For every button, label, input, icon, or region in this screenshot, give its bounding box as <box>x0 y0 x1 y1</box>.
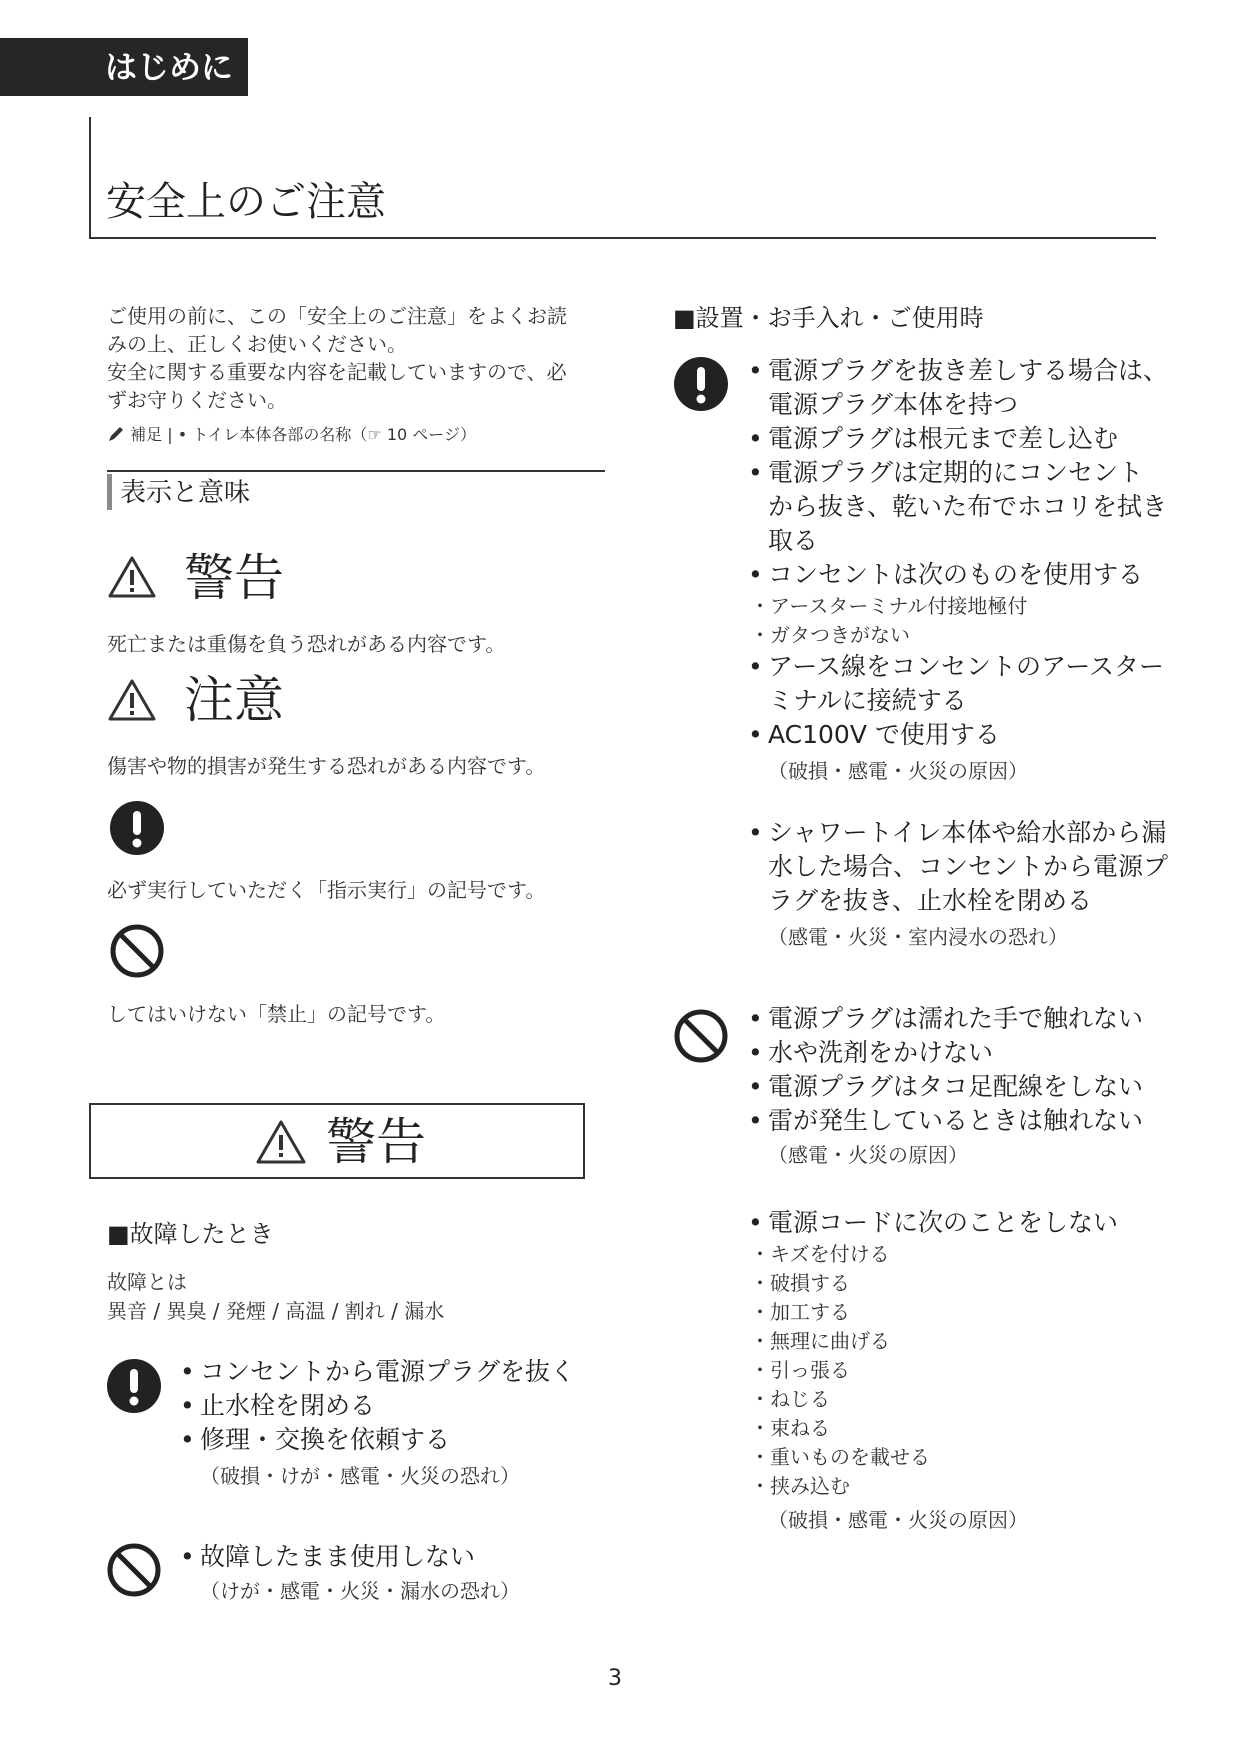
warning-label: 警告 <box>184 549 284 607</box>
list-item: • 止水栓を閉める <box>180 1389 575 1423</box>
title-horizontal-rule <box>89 237 1156 239</box>
prohibited-icon <box>109 923 165 979</box>
prohibited-icon <box>673 1008 729 1064</box>
list-item: • 電源プラグは定期的にコンセント から抜き、乾いた布でホコリを拭き 取る <box>748 456 1168 558</box>
malfunction-mandatory-list <box>180 1355 575 1491</box>
reason-text: （破損・感電・火災の原因） <box>768 759 1028 783</box>
page-number: 3 <box>608 1666 622 1691</box>
sub-item: ・ 束ねる <box>748 1414 1143 1443</box>
prohibited-description: してはいけない「禁止」の記号です。 <box>107 1002 446 1026</box>
sub-item: ・ 加工する <box>748 1298 1143 1327</box>
legend-section-title: 表示と意味 <box>120 478 251 508</box>
list-item: • 電源プラグはタコ足配線をしない <box>748 1070 1143 1104</box>
malfunction-definition-items: 異音 / 異臭 / 発煙 / 高温 / 割れ / 漏水 <box>107 1299 445 1323</box>
list-item: • 水や洗剤をかけない <box>748 1036 1143 1070</box>
sub-item: ・ 破損する <box>748 1269 1143 1298</box>
reason-text: （感電・火災・室内浸水の恐れ） <box>768 925 1068 949</box>
installation-mandatory-list <box>748 354 1168 952</box>
reason-text: （破損・けが・感電・火災の恐れ） <box>200 1464 520 1488</box>
sub-item: ・ ガタつきがない <box>748 621 1168 650</box>
sub-item: ・ 重いものを載せる <box>748 1443 1143 1472</box>
list-item: • 電源プラグを抜き差しする場合は、 電源プラグ本体を持つ <box>748 354 1168 422</box>
reason-text: （破損・感電・火災の原因） <box>768 1508 1028 1532</box>
malfunction-definition-title: 故障とは <box>107 1270 187 1294</box>
list-item: • 電源コードに次のことをしない ・ キズを付ける ・ 破損する ・ 加工する ・ 無理に曲げる ・ 引っ張る ・ ねじる ・ 束ねる ・ 重いものを載せる ・ 挟み込む <box>748 1206 1143 1501</box>
malfunction-prohibited-list <box>180 1540 520 1606</box>
sub-item: ・ アースターミナル付接地極付 <box>748 592 1168 621</box>
mandatory-action-icon <box>673 356 729 412</box>
mandatory-description: 必ず実行していただく「指示実行」の記号です。 <box>107 878 546 902</box>
mandatory-action-icon <box>106 1358 162 1414</box>
note-divider: | <box>167 425 178 444</box>
caution-description: 傷害や物的損害が発生する恐れがある内容です。 <box>107 754 546 778</box>
sub-item: ・ キズを付ける <box>748 1240 1143 1269</box>
warning-box-label: 警告 <box>326 1113 426 1171</box>
list-item: • コンセントから電源プラグを抜く <box>180 1355 575 1389</box>
caution-triangle-icon <box>108 678 156 722</box>
list-item: • 雷が発生しているときは触れない <box>748 1104 1143 1138</box>
section-tab: はじめに <box>0 38 248 96</box>
intro-text <box>107 302 607 414</box>
prohibited-icon <box>106 1542 162 1598</box>
list-item: • AC100V で使用する <box>748 718 1168 752</box>
intro-line: みの上、正しくお使いください。 <box>107 332 407 356</box>
sub-item: ・ 引っ張る <box>748 1356 1143 1385</box>
section-marker <box>107 474 112 510</box>
note-line <box>107 424 476 446</box>
installation-heading: ■設置・お手入れ・ご使用時 <box>673 304 984 332</box>
list-item: • 電源プラグは濡れた手で触れない <box>748 1002 1143 1036</box>
warning-triangle-icon <box>255 1119 307 1165</box>
intro-line: ずお守りください。 <box>107 388 287 412</box>
list-item: • コンセントは次のものを使用する ・ アースターミナル付接地極付 ・ ガタつきがない <box>748 558 1168 650</box>
sub-item: ・ ねじる <box>748 1385 1143 1414</box>
intro-line: ご使用の前に、この「安全上のご注意」をよくお読 <box>107 304 567 328</box>
sub-item: ・ 無理に曲げる <box>748 1327 1143 1356</box>
page-title: 安全上のご注意 <box>106 179 386 225</box>
list-item: • 電源プラグは根元まで差し込む <box>748 422 1168 456</box>
reason-text: （けが・感電・火災・漏水の恐れ） <box>200 1579 520 1603</box>
section-rule <box>107 470 605 472</box>
note-label: 補足 <box>130 425 163 444</box>
list-item: • 修理・交換を依頼する <box>180 1423 575 1457</box>
sub-item: ・ 挟み込む <box>748 1472 1143 1501</box>
malfunction-heading: ■故障したとき <box>107 1220 274 1248</box>
mandatory-action-icon <box>109 800 165 856</box>
list-item: • シャワートイレ本体や給水部から漏 水した場合、コンセントから電源プ ラグを抜き、止水栓を閉める <box>748 816 1168 918</box>
list-item: • 故障したまま使用しない <box>180 1540 520 1574</box>
title-vertical-rule <box>89 117 91 239</box>
warning-triangle-icon <box>108 555 156 599</box>
caution-label: 注意 <box>184 671 284 729</box>
installation-prohibited-list <box>748 1002 1143 1535</box>
list-item: • アース線をコンセントのアースター ミナルに接続する <box>748 650 1168 718</box>
pencil-icon <box>107 425 125 443</box>
note-text: • トイレ本体各部の名称（☞ 10 ページ） <box>177 425 476 444</box>
intro-line: 安全に関する重要な内容を記載していますので、必 <box>107 360 567 384</box>
reason-text: （感電・火災の原因） <box>768 1143 968 1167</box>
warning-description: 死亡または重傷を負う恐れがある内容です。 <box>107 632 506 656</box>
